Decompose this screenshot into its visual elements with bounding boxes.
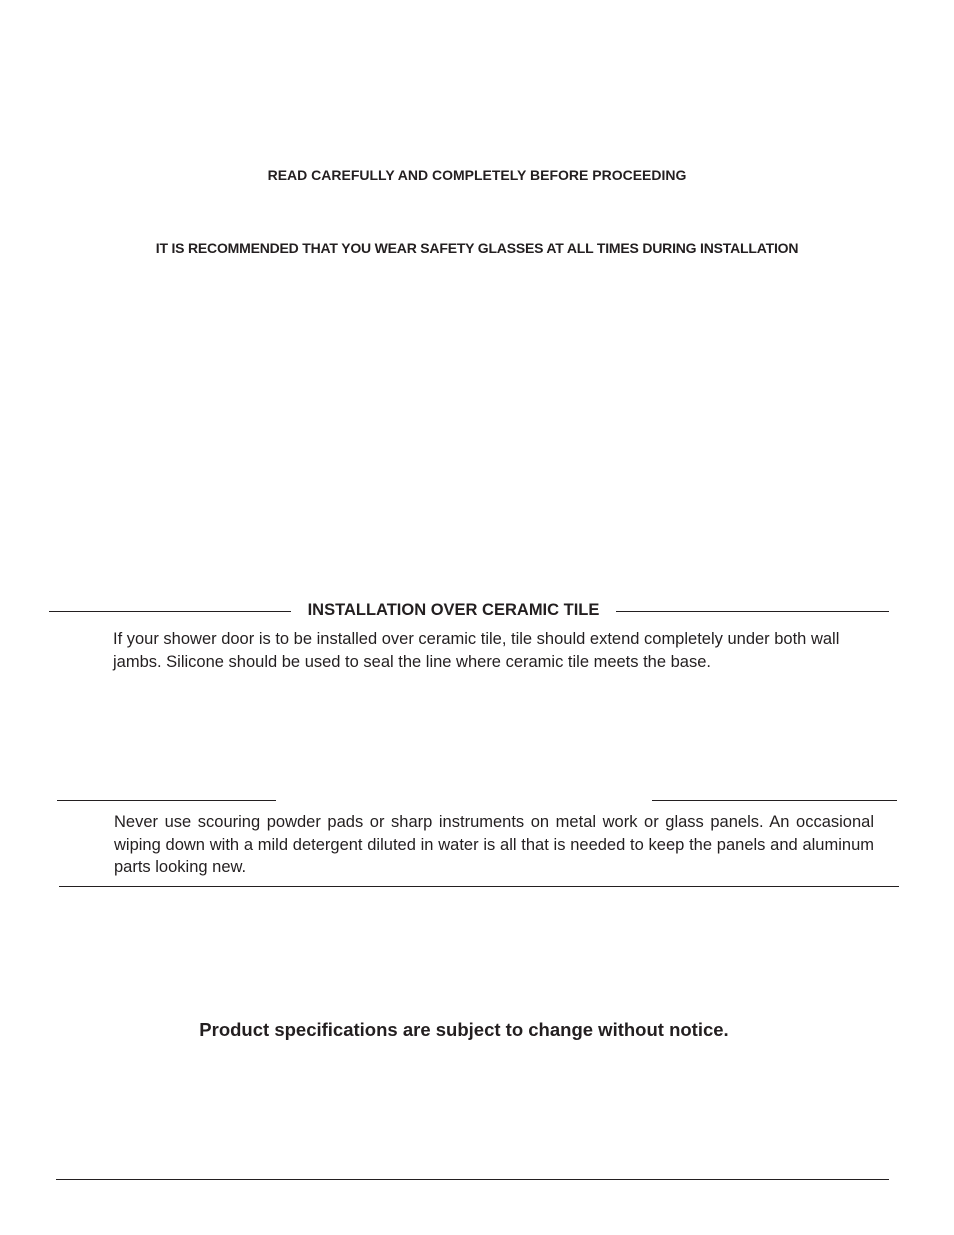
heading-rule-right <box>616 611 889 612</box>
ceramic-tile-heading: INSTALLATION OVER CERAMIC TILE <box>307 601 600 619</box>
care-rule-left <box>57 800 276 801</box>
footer-rule <box>56 1179 889 1180</box>
specifications-notice: Product specifications are subject to change without notice. <box>199 1019 729 1040</box>
care-rule-bottom <box>59 886 899 887</box>
read-carefully-notice: READ CAREFULLY AND COMPLETELY BEFORE PROCEEDING <box>267 167 687 183</box>
care-paragraph: Never use scouring powder pads or sharp instruments on metal work or glass panels. An occasional wiping down with a mild detergent diluted in water is all that is needed to keep the panels and aluminum parts looking new. <box>114 813 874 876</box>
safety-glasses-notice: IT IS RECOMMENDED THAT YOU WEAR SAFETY GLASSES AT ALL TIMES DURING INSTALLATION <box>155 240 799 256</box>
care-rule-right <box>652 800 897 801</box>
ceramic-tile-paragraph: If your shower door is to be installed over ceramic tile, tile should extend completely under both wall jambs. Silicone should be used to seal the line where ceramic tile meets the base. <box>113 630 840 671</box>
heading-rule-left <box>49 611 291 612</box>
